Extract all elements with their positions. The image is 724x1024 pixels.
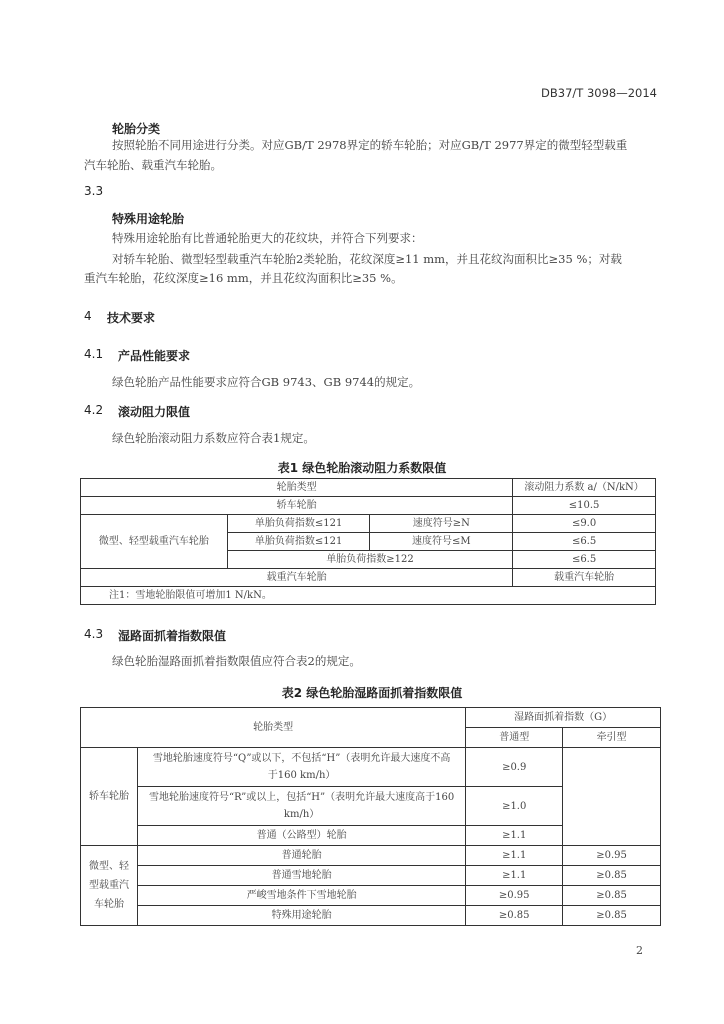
table2-normal-value: ≥1.0 xyxy=(466,787,563,826)
table1-value: ≤6.5 xyxy=(513,533,656,551)
table2-head-index: 湿路面抓着指数（G） xyxy=(466,708,661,728)
table1-truck-label: 载重汽车轮胎 xyxy=(81,569,513,587)
table1-car-value: ≤10.5 xyxy=(513,497,656,515)
table1-head-coefficient: 滚动阻力系数 a/（N/kN） xyxy=(513,479,656,497)
table2-normal-value: ≥0.95 xyxy=(466,886,563,906)
special-tyre-body-line-1: 特殊用途轮胎有比普通轮胎更大的花纹块，并符合下列要求： xyxy=(112,231,423,245)
table2-normal-value: ≥0.85 xyxy=(466,906,563,926)
table-row xyxy=(81,846,661,866)
table1-speed-symbol: 速度符号≥N xyxy=(370,515,513,533)
table2-desc: 雪地轮胎速度符号“Q”或以下，不包括“H”（表明允许最大速度不高于160 km/h） xyxy=(137,748,465,787)
table-row xyxy=(81,906,661,926)
section-title-tech-requirements: 技术要求 xyxy=(107,311,156,325)
table-row xyxy=(81,866,661,886)
table2-traction-value: ≥0.85 xyxy=(563,866,661,886)
table2-normal-value: ≥1.1 xyxy=(466,826,563,846)
section-title-product-performance: 产品性能要求 xyxy=(118,349,191,363)
table1-value: ≤9.0 xyxy=(513,515,656,533)
table1-note: 注1：雪地轮胎限值可增加1 N/kN。 xyxy=(81,587,656,605)
table2-traction-value xyxy=(563,748,661,846)
section-number-3-3: 3.3 xyxy=(84,184,104,198)
section-number-4-1: 4.1 xyxy=(84,347,104,361)
rolling-resistance-body: 绿色轮胎滚动阻力系数应符合表1规定。 xyxy=(112,431,315,445)
table2-light-truck-label: 微型、轻型载重汽车轮胎 xyxy=(81,846,138,926)
table1-caption: 表1 绿色轮胎滚动阻力系数限值 xyxy=(277,461,447,475)
table1-load-index: 单胎负荷指数≤121 xyxy=(227,515,370,533)
table-row xyxy=(81,587,656,605)
table2-desc: 严峻雪地条件下雪地轮胎 xyxy=(137,886,465,906)
table2-normal-value: ≥0.9 xyxy=(466,748,563,787)
table1-truck-value: 载重汽车轮胎 xyxy=(513,569,656,587)
table2-head-type: 轮胎类型 xyxy=(81,708,466,748)
section-title-wet-grip: 湿路面抓着指数限值 xyxy=(118,629,227,643)
table1-head-type: 轮胎类型 xyxy=(81,479,513,497)
tyre-class-body-line-1: 按照轮胎不同用途进行分类。对应GB/T 2978界定的轿车轮胎；对应GB/T 2977界定的微型轻型载重 xyxy=(112,138,628,152)
table-row xyxy=(81,479,656,497)
table2-wet-grip xyxy=(80,707,661,926)
table2-head-normal: 普通型 xyxy=(466,728,563,748)
section-title-rolling-resistance: 滚动阻力限值 xyxy=(118,405,191,419)
table2-caption: 表2 绿色轮胎湿路面抓着指数限值 xyxy=(281,686,463,700)
table-row xyxy=(81,497,656,515)
section-title-tyre-class: 轮胎分类 xyxy=(112,122,161,136)
table2-desc: 普通（公路型）轮胎 xyxy=(137,826,465,846)
table1-load-index: 单胎负荷指数≤121 xyxy=(227,533,370,551)
table2-traction-value: ≥0.85 xyxy=(563,886,661,906)
table-row xyxy=(81,569,656,587)
table2-desc: 雪地轮胎速度符号“R”或以上，包括“H”（表明允许最大速度高于160 km/h） xyxy=(137,787,465,826)
table1-value-gt122: ≤6.5 xyxy=(513,551,656,569)
table2-traction-value: ≥0.95 xyxy=(563,846,661,866)
table-row xyxy=(81,515,656,533)
table2-normal-value: ≥1.1 xyxy=(466,866,563,886)
table2-desc: 普通轮胎 xyxy=(137,846,465,866)
table2-traction-value: ≥0.85 xyxy=(563,906,661,926)
table-row xyxy=(81,708,661,728)
table2-car-label: 轿车轮胎 xyxy=(81,748,138,846)
section-number-4-3: 4.3 xyxy=(84,627,104,641)
table1-car-label: 轿车轮胎 xyxy=(81,497,513,515)
tyre-class-body-line-2: 汽车轮胎、载重汽车轮胎。 xyxy=(84,158,222,172)
wet-grip-body: 绿色轮胎湿路面抓着指数限值应符合表2的规定。 xyxy=(112,654,361,668)
table2-desc: 普通雪地轮胎 xyxy=(137,866,465,886)
table-row xyxy=(81,748,661,787)
section-number-4-2: 4.2 xyxy=(84,403,104,417)
section-title-special-tyre: 特殊用途轮胎 xyxy=(112,212,185,226)
table1-speed-symbol: 速度符号≤M xyxy=(370,533,513,551)
special-tyre-body-line-3: 重汽车轮胎，花纹深度≥16 mm，并且花纹沟面积比≥35 %。 xyxy=(84,271,403,285)
page-number: 2 xyxy=(636,944,643,957)
standard-number-header: DB37/T 3098—2014 xyxy=(541,86,657,100)
section-number-4: 4 xyxy=(84,309,92,323)
table1-light-truck-label: 微型、轻型载重汽车轮胎 xyxy=(81,515,228,569)
table1-load-index-gt122: 单胎负荷指数≥122 xyxy=(227,551,512,569)
table1-rolling-resistance xyxy=(80,478,656,605)
table2-normal-value: ≥1.1 xyxy=(466,846,563,866)
special-tyre-body-line-2: 对轿车轮胎、微型轻型载重汽车轮胎2类轮胎，花纹深度≥11 mm，并且花纹沟面积比≥35 %；对载 xyxy=(112,252,622,266)
product-performance-body: 绿色轮胎产品性能要求应符合GB 9743、GB 9744的规定。 xyxy=(112,375,421,389)
table2-head-traction: 牵引型 xyxy=(563,728,661,748)
table-row xyxy=(81,886,661,906)
table2-desc: 特殊用途轮胎 xyxy=(137,906,465,926)
